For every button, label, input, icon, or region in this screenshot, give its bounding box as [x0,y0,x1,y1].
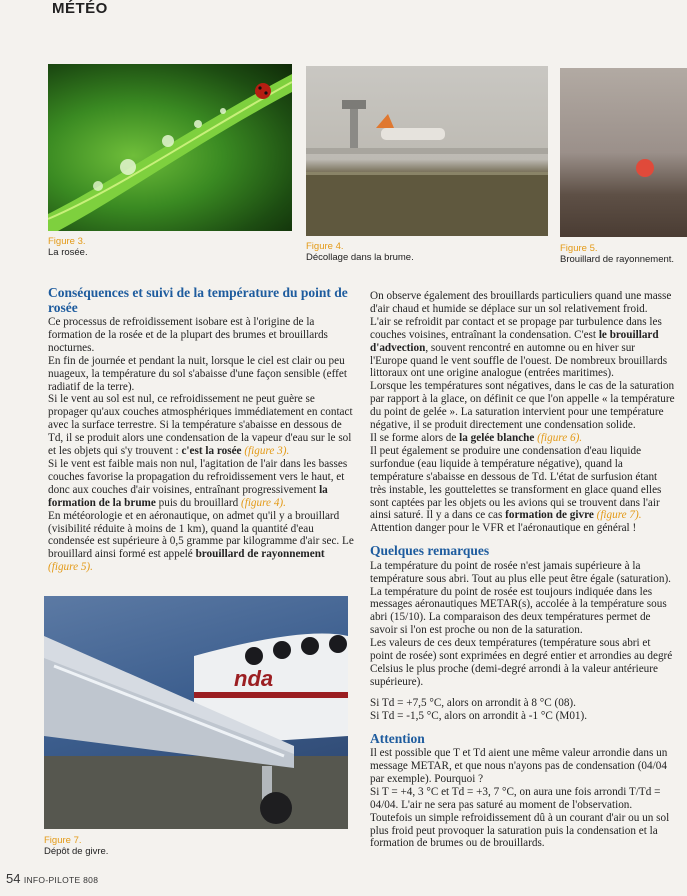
publication-name: INFO-PILOTE 808 [23,875,99,885]
figure-3-caption: Figure 3. La rosée. [48,236,88,258]
paragraph: Si Td = +7,5 °C, alors on arrondit à 8 °C (08). [370,696,576,709]
photo-dew [48,64,292,231]
paragraph: Ce processus de refroidissement isobare est à l'origine de la formation de la rosée et de la plupart des brumes et brouillards nocturnes. [48,316,328,354]
photo-logo-text: nda [234,666,274,691]
photo-ice-deposit [44,596,348,829]
paragraph: En météorologie et en aéronautique, on admet qu'il y a brouillard (visibilité réduite à moins de 1 km), quand la quantité d'eau condensée est supérieure à 0,5 gramme par kilogramme d'air sec. Le brouillard ainsi formé est appelé brouillard de rayonnement (figure 5). [48,509,354,574]
paragraph: Lorsque les températures sont négatives, dans le cas de la saturation par rapport à la glace, on définit ce que l'on appelle « la température du point de gelée ». La saturation intervient pour une température négative, il se produit directement une condensation solide. [370,380,675,432]
paragraph: Il peut également se produire une condensation d'eau liquide surfondue (eau liquide à température négative), quand la température s'abaisse en dessous de Td. L'état de surfusion étant très instable, les gouttelettes se transforment en glace quand elles sont captées par les objets ou les avions qui se trouvent dans l'air ainsi saturé. Il y a dans ce cas formation de givre (figure 7). [370,444,662,522]
right-column [370,290,675,850]
paragraph: Il se forme alors de la gelée blanche (figure 6). [370,431,583,444]
left-column [48,286,356,574]
paragraph: Si Td = -1,5 °C, alors on arrondit à -1 °C (M01). [370,709,588,722]
paragraph: Si T = +4, 3 °C et Td = +3, 7 °C, on aura une fois arrondi T/Td = 04/04. L'air ne sera pas saturé au moment de l'observation. Toutefois un simple refroidissement dû à un courant d'air ou un sol plus froid peut provoquer la saturation puis la condensation et la formation de brumes ou de brouillards. [370,785,670,850]
page-footer [6,871,98,886]
figure-5-caption: Figure 5. Brouillard de rayonnement. [560,243,675,265]
section-header: MÉTÉO [52,0,108,17]
paragraph: Si le vent est faible mais non nul, l'agitation de l'air dans les basses couches favorise la propagation du refroidissement vers le haut, et donc aux couches d'air voisines, entraînant progressivement la formation de la brume puis du brouillard (figure 4). [48,457,348,509]
paragraph: On observe également des brouillards particuliers quand une masse d'air chaud et humide se déplace sur un sol relativement froid. [370,290,672,315]
paragraph: En fin de journée et pendant la nuit, lorsque le ciel est clair ou peu nuageux, la température du sol s'abaisse d'une façon sensible (effet radiatif de la terre). [48,354,347,393]
paragraph: Il est possible que T et Td aient une même valeur arrondie dans un message METAR, et que nous n'ayons pas de condensation (04/04 par exemple). Pourquoi ? [370,747,668,785]
paragraph: L'air se refroidit par contact et se propage par turbulence dans les couches voisines, entraînant la condensation. C'est le brouillard d'advection, souvent rencontré en automne ou en hiver sur l'Europe quand le vent souffle de l'ouest. De nombreux brouillards littoraux ont une origine analogue (entrées maritimes). [370,315,668,380]
photo-radiation-fog [560,68,687,237]
figure-7-caption: Figure 7. Dépôt de givre. [44,835,109,857]
paragraph: Attention danger pour le VFR et l'aéronautique en général ! [370,522,637,535]
section-title-consequences: Conséquences et suivi de la température du point de rosée [48,285,348,315]
paragraph: La température du point de rosée n'est jamais supérieure à la température sous abri. Tout au plus elle peut être égale (saturation). [370,559,671,585]
paragraph: Si le vent au sol est nul, ce refroidissement ne peut guère se propager qu'aux couches atmosphériques immédiatement en contact avec la surface terrestre. Si la température s'abaisse en dessous de Td, il se produit alors une condensation de la vapeur d'eau sur le sol et les objets qui s'y trouvent : c'est la rosée (figure 3). [48,393,353,458]
page-number: 54 [6,871,21,886]
section-title-remarques: Quelques remarques [370,543,490,559]
paragraph: La température du point de rosée est toujours indiquée dans les messages aéronautiques METAR(s), accolée à la température sous abri (15/10). La comparaison des deux températures permet de savoir si l'on est proche ou non de la saturation. [370,585,667,637]
section-title-attention: Attention [370,730,425,746]
figure-4-caption: Figure 4. Décollage dans la brume. [306,241,414,263]
photo-takeoff-mist [306,66,548,236]
paragraph: Les valeurs de ces deux températures (température sous abri et point de rosée) sont exprimées en degré entier et arrondies au degré Celsius le plus proche (demi-degré arrondi à la valeur antérieure supérieure). [370,637,673,688]
